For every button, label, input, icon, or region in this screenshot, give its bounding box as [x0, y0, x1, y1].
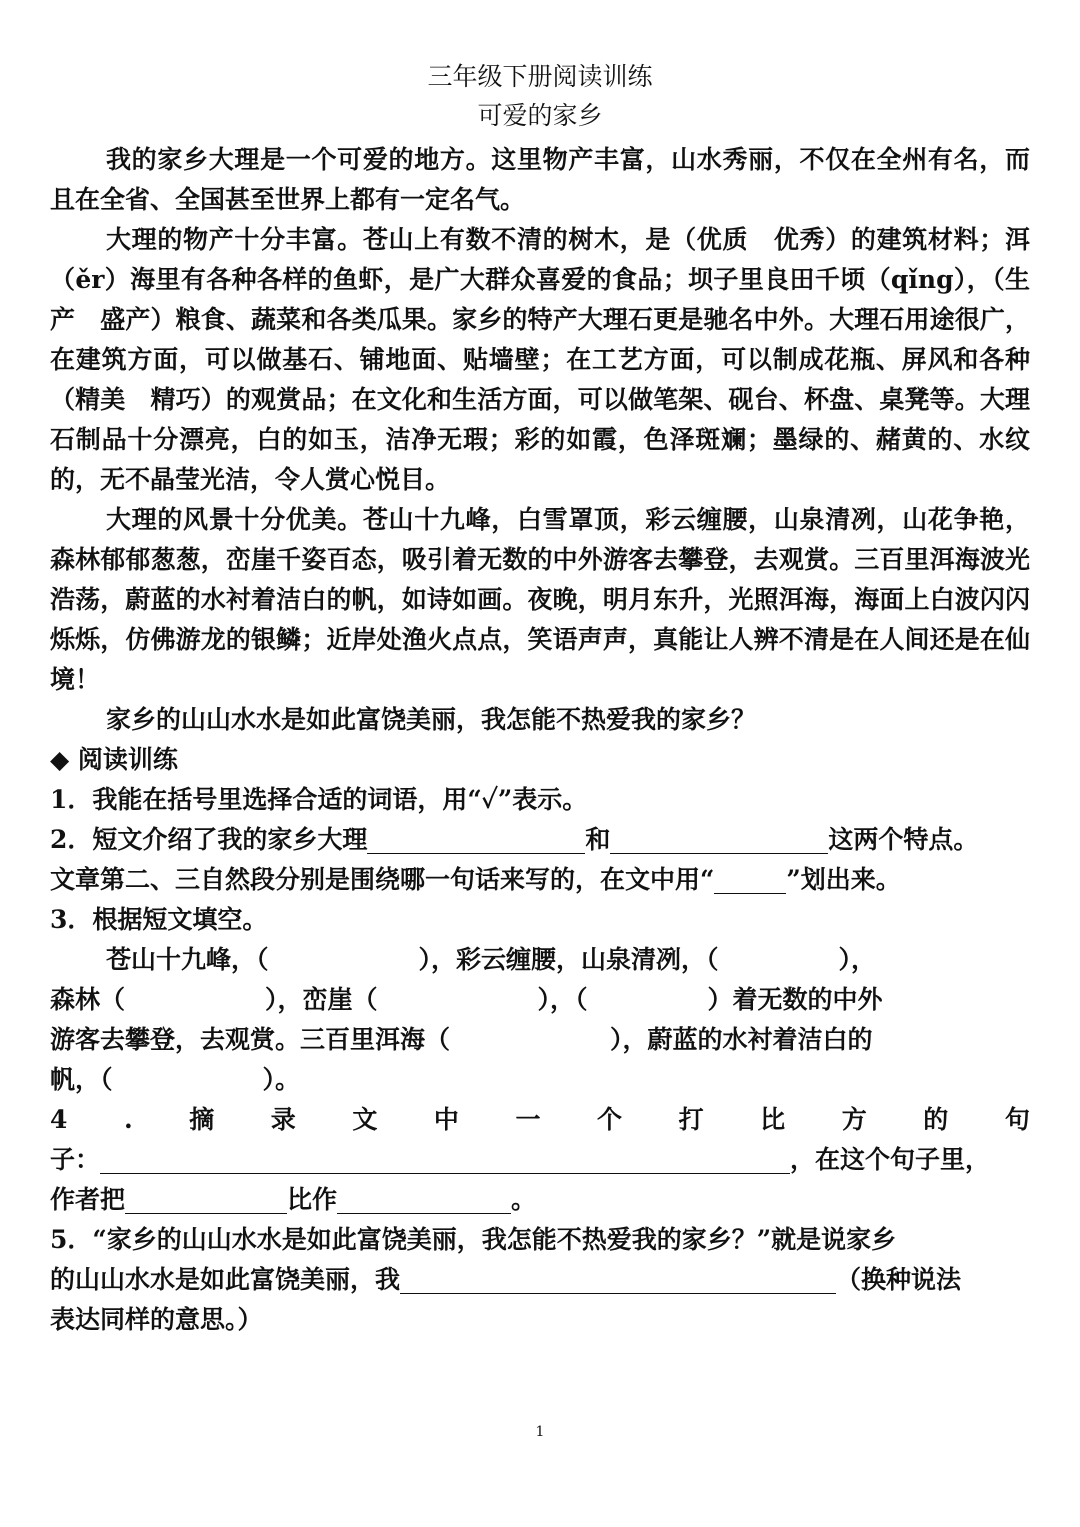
exercise-heading: ◆ 阅读训练	[50, 745, 178, 774]
q2-text-b: 和	[585, 825, 611, 854]
page-title: 三年级下册阅读训练	[427, 62, 653, 91]
page-number: 1	[535, 1424, 545, 1440]
question-2	[50, 820, 1030, 860]
question-2-line-2	[50, 860, 1030, 900]
q4-blank-object[interactable]	[337, 1183, 511, 1214]
q3-text-i: ），蔚蓝的水衬着洁白的	[610, 1025, 873, 1054]
q4-text-a: 子：	[50, 1145, 101, 1174]
q4-char: 比	[760, 1105, 786, 1134]
q2-blank-3[interactable]	[714, 863, 786, 894]
q3-text-c: ），	[838, 945, 877, 974]
q4-char: 录	[270, 1105, 296, 1134]
q5-text-b: 的山山水水是如此富饶美丽，我	[50, 1265, 401, 1294]
q4-char: 摘	[189, 1105, 215, 1134]
q2-blank-1[interactable]	[367, 823, 585, 854]
q3-text-f: ），（	[537, 985, 588, 1014]
q4-char: 方	[841, 1105, 867, 1134]
q4-blank-sentence[interactable]	[100, 1143, 790, 1174]
q3-text-e: ），峦崖（	[265, 985, 378, 1014]
q2-text-c: 这两个特点。	[828, 825, 979, 854]
q4-char: 打	[678, 1105, 704, 1134]
q5-line-3: 表达同样的意思。）	[50, 1305, 263, 1334]
question-4	[50, 1100, 1030, 1140]
q4-blank-subject[interactable]	[125, 1183, 287, 1214]
q2-text-e: ”划出来。	[786, 865, 901, 894]
q3-text-j: 帆，（	[50, 1065, 113, 1094]
question-1: 1．我能在括号里选择合适的词语，用“✓”表示。	[50, 785, 588, 814]
q4-char: 个	[597, 1105, 623, 1134]
q3-line-4	[50, 1060, 1030, 1100]
q3-text-h: 游客去攀登，去观赏。三百里洱海（	[50, 1025, 451, 1054]
passage-paragraph-3: 大理的风景十分优美。苍山十九峰，白雪罩顶，彩云缠腰，山泉清冽，山花争艳，森林郁郁葱葱，峦崖千姿百态，吸引着无数的中外游客去攀登，去观赏。三百里洱海波光浩荡，蔚蓝的水衬着洁白的帆，如诗如画。夜晚，明月东升，光照洱海，海面上白波闪闪烁烁，仿佛游龙的银鳞；近岸处渔火点点，笑语声声，真能让人辨不清是在人间还是在仙境！	[50, 505, 1030, 694]
q4-char: 一	[515, 1105, 541, 1134]
passage-paragraph-2: 大理的物产十分丰富。苍山上有数不清的树木，是（优质 优秀）的建筑材料；洱（ěr）海里有各种各样的鱼虾，是广大群众喜爱的食品；坝子里良田千顷（qǐng），（生产 盛产）粮食、蔬菜和各类瓜果。家乡的特产大理石更是驰名中外。大理石用途很广，在建筑方面，可以做基石、铺地面、贴墙壁；在工艺方面，可以制成花瓶、屏风和各种（精美 精巧）的观赏品；在文化和生活方面，可以做笔架、砚台、杯盘、桌凳等。大理石制品十分漂亮，白的如玉，洁净无瑕；彩的如霞，色泽斑斓；墨绿的、赭黄的、水纹的，无不晶莹光洁，令人赏心悦目。	[50, 225, 1030, 494]
q4-char: 中	[433, 1105, 459, 1134]
q4-char: 句	[1004, 1105, 1030, 1134]
q3-text-a: 苍山十九峰，（	[106, 945, 269, 974]
q4-text-e: 。	[511, 1185, 537, 1214]
q3-text-k: ）。	[262, 1065, 301, 1094]
passage-paragraph-1: 我的家乡大理是一个可爱的地方。这里物产丰富，山水秀丽，不仅在全州有名，而且在全省、全国甚至世界上都有一定名气。	[50, 145, 1030, 214]
q2-text-a: 2．短文介绍了我的家乡大理	[50, 825, 368, 854]
worksheet-body	[50, 140, 1030, 1340]
q4-char: 4	[50, 1105, 68, 1134]
q3-text-g: ）着无数的中外	[707, 985, 883, 1014]
q3-line-3	[50, 1020, 1030, 1060]
question-5: 5．“家乡的山山水水是如此富饶美丽，我怎能不热爱我的家乡？”就是说家乡	[50, 1225, 897, 1254]
q4-char: .	[123, 1105, 133, 1134]
q4-line-3	[50, 1180, 1030, 1220]
q5-blank[interactable]	[400, 1263, 836, 1294]
q3-text-d: 森林（	[50, 985, 126, 1014]
passage-title: 可爱的家乡	[477, 101, 603, 130]
q4-text-c: 作者把	[50, 1185, 126, 1214]
q3-line-1	[50, 940, 1030, 980]
passage-paragraph-4: 家乡的山山水水是如此富饶美丽，我怎能不热爱我的家乡？	[106, 705, 757, 734]
q4-char: 文	[352, 1105, 378, 1134]
question-3: 3．根据短文填空。	[50, 905, 268, 934]
q4-text-d: 比作	[287, 1185, 338, 1214]
q4-text-b: ，在这个句子里，	[790, 1145, 991, 1174]
q2-text-d: 文章第二、三自然段分别是围绕哪一句话来写的，在文中用“	[50, 865, 715, 894]
q5-line-2	[50, 1260, 1030, 1300]
q4-line-2	[50, 1140, 1030, 1180]
q2-blank-2[interactable]	[610, 823, 828, 854]
q5-text-c: （换种说法	[836, 1265, 962, 1294]
q3-text-b: ），彩云缠腰，山泉清冽，（	[418, 945, 719, 974]
q3-line-2	[50, 980, 1030, 1020]
q4-char: 的	[923, 1105, 949, 1134]
